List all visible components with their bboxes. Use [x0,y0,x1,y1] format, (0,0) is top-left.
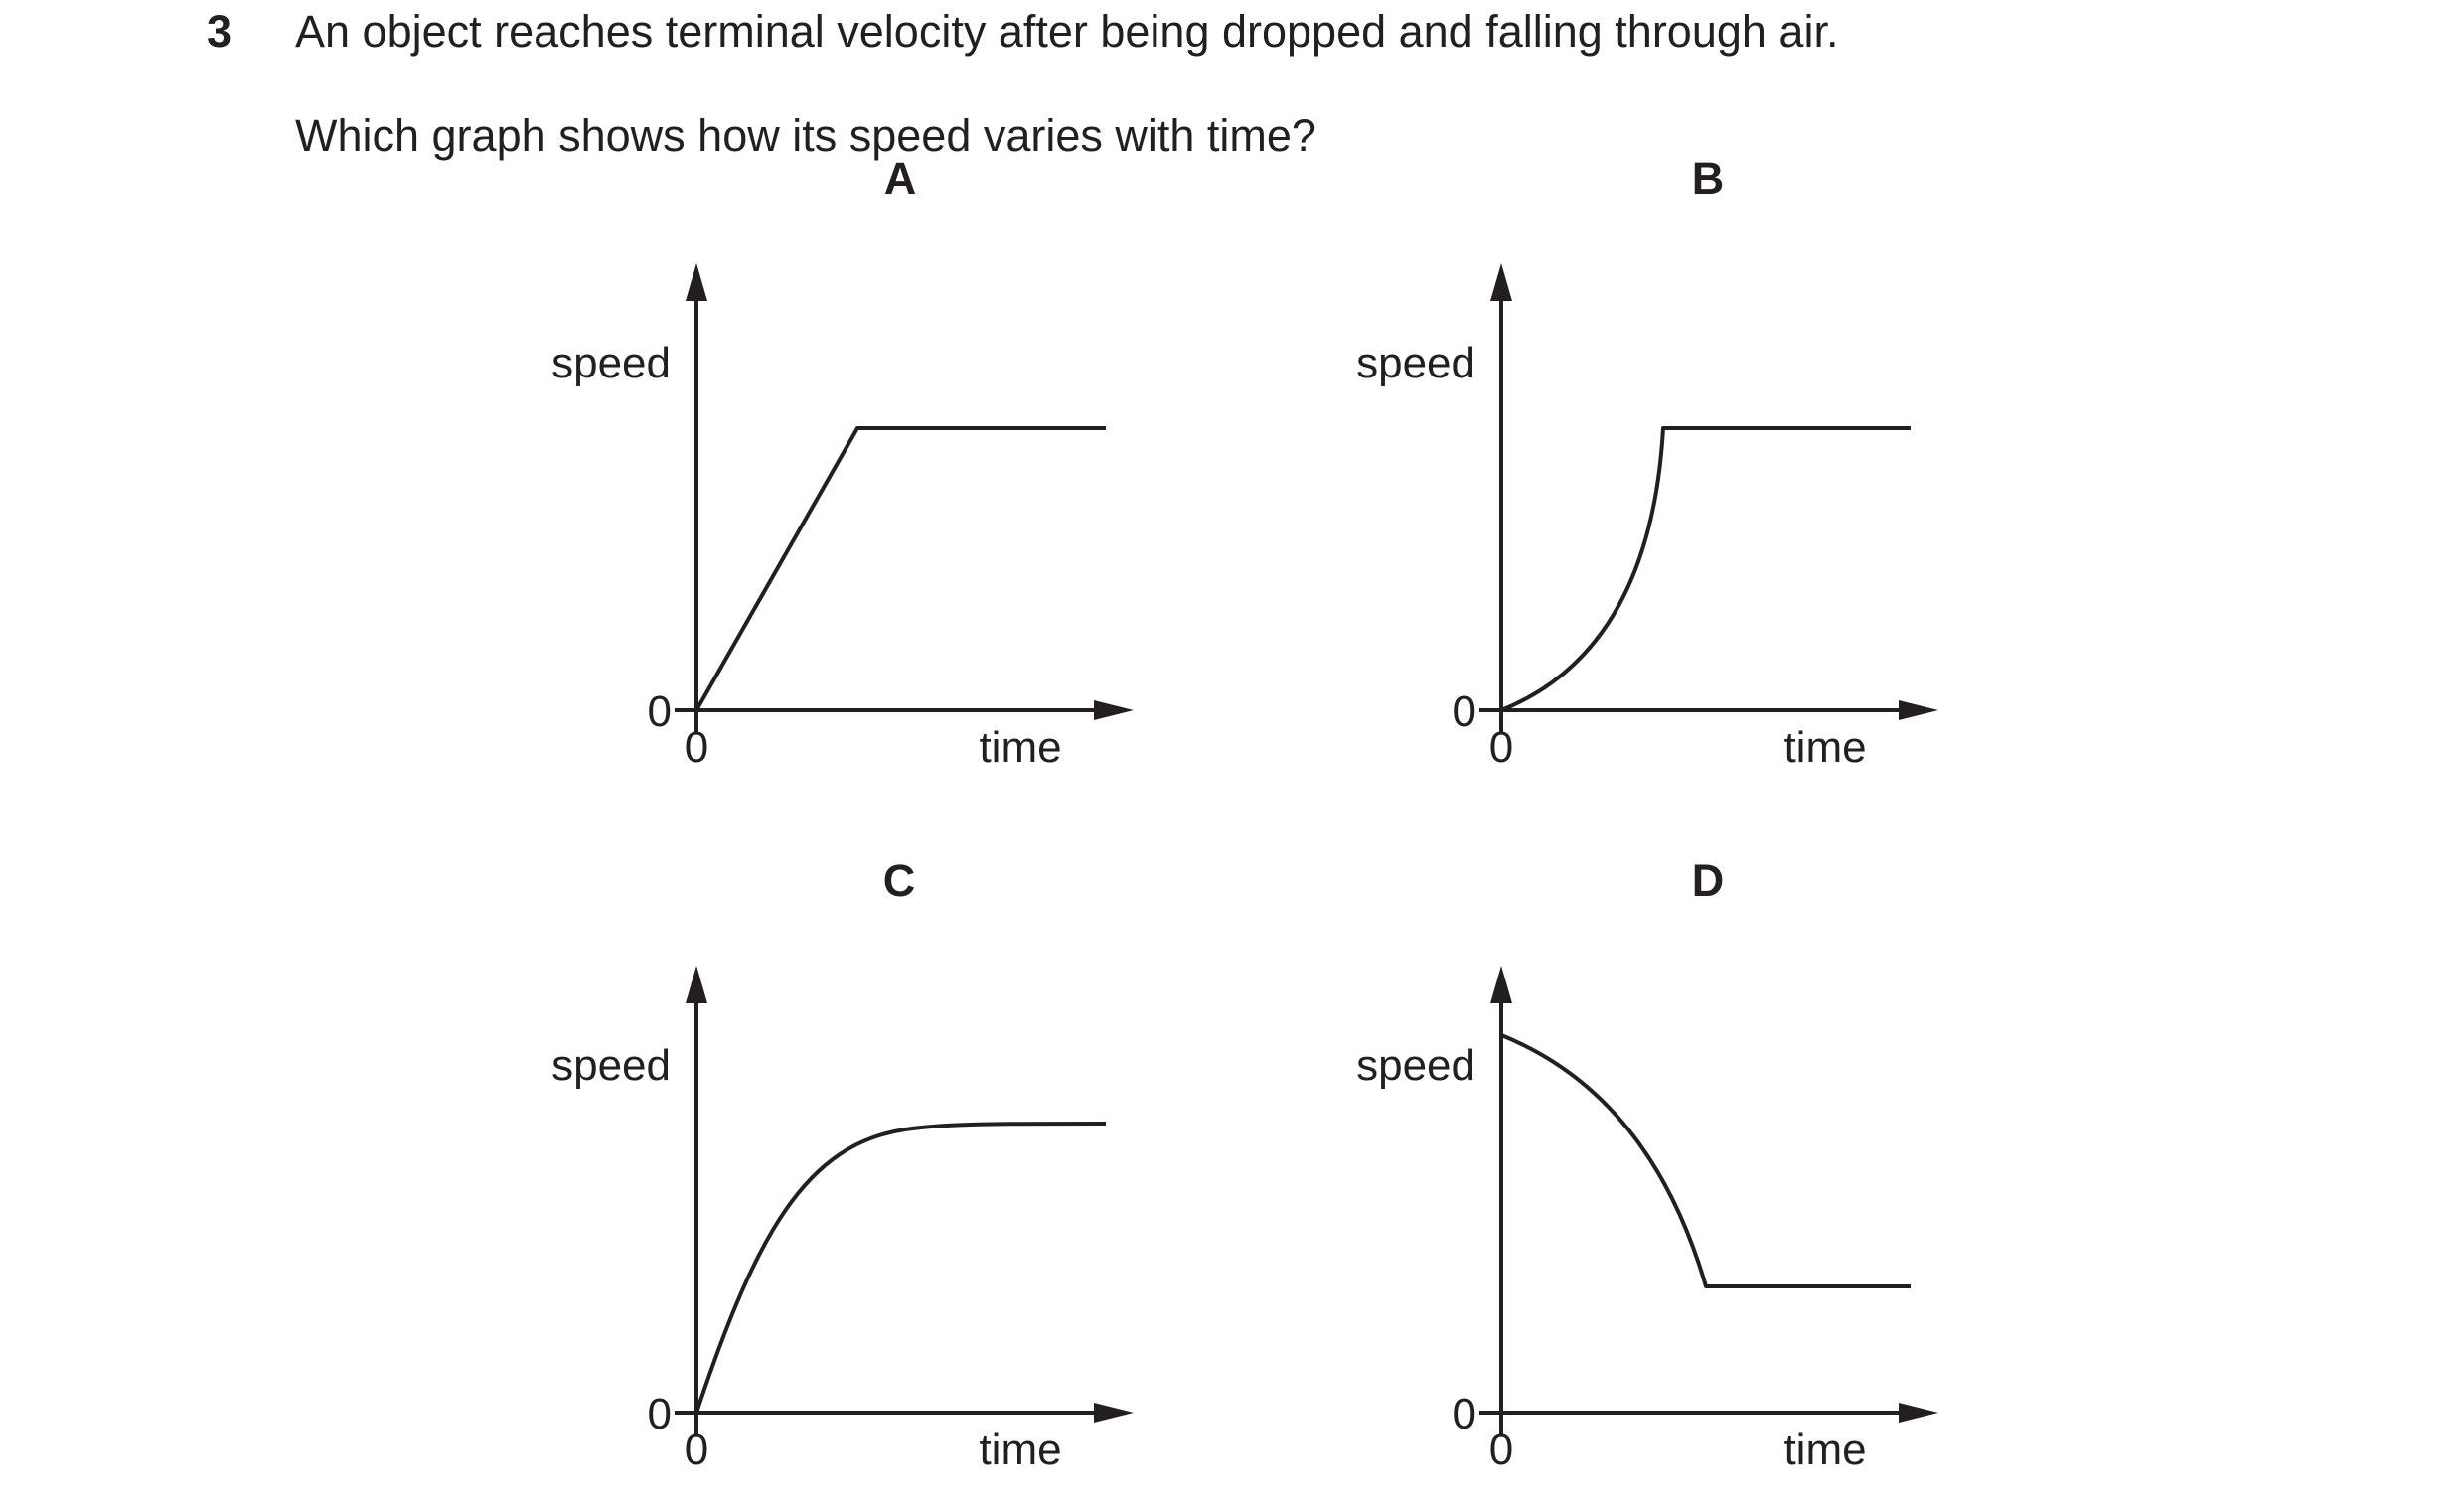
option-b-speed-curve [1501,428,1911,710]
option-a-y-origin-label: 0 [647,687,672,736]
option-c-y-arrow [686,966,707,1003]
option-d-speed-curve [1501,1035,1911,1286]
option-d-y-arrow [1490,966,1512,1003]
option-d-x-arrow [1899,1403,1938,1423]
option-b-x-arrow [1899,700,1938,720]
option-a-graph[interactable] [551,153,1134,772]
option-b-y-arrow [1490,263,1512,301]
option-c-graph[interactable] [551,855,1134,1474]
option-c-y-axis-label: speed [551,1041,671,1090]
option-a-y-arrow [686,263,707,301]
option-a-x-origin-label: 0 [684,723,709,772]
option-d-graph[interactable] [1356,855,1938,1474]
option-c-x-axis-label: time [979,1426,1062,1474]
option-a-speed-curve [696,428,1106,710]
question-prompt: Which graph shows how its speed varies with time? [295,110,1316,161]
option-b-x-origin-label: 0 [1488,723,1514,772]
option-c-x-arrow [1094,1403,1134,1423]
question-stem: An object reaches terminal velocity after being dropped and falling through air. [295,6,1839,57]
question-number: 3 [207,6,232,57]
option-b-letter: B [1691,153,1725,204]
option-b-y-origin-label: 0 [1452,687,1476,736]
option-d-y-axis-label: speed [1356,1041,1475,1090]
option-a-letter: A [883,153,917,204]
option-c-speed-curve [696,1124,1106,1413]
option-c-letter: C [882,855,916,906]
option-b-y-axis-label: speed [1356,339,1475,387]
option-a-x-axis-label: time [979,723,1062,772]
option-d-x-axis-label: time [1783,1426,1867,1474]
option-d-y-origin-label: 0 [1452,1390,1476,1438]
option-c-y-origin-label: 0 [647,1390,672,1438]
option-b-graph[interactable] [1356,153,1938,772]
option-c-x-origin-label: 0 [684,1426,709,1474]
option-a-y-axis-label: speed [551,339,671,387]
option-b-x-axis-label: time [1783,723,1867,772]
option-a-x-arrow [1094,700,1134,720]
option-d-x-origin-label: 0 [1488,1426,1514,1474]
option-d-letter: D [1691,855,1725,906]
